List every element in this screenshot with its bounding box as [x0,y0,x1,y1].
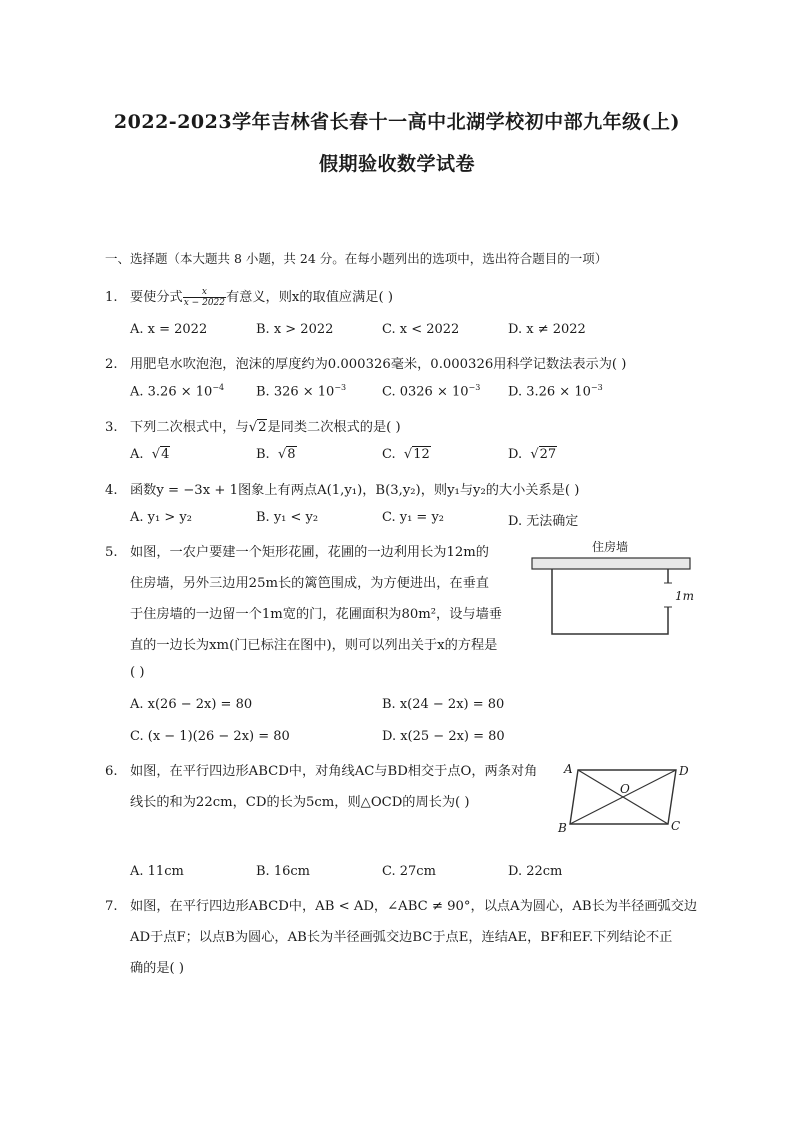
sqrt-expression: √2 [248,420,267,435]
radicand: 8 [287,447,296,462]
section-heading: 一、选择题（本大题共 8 小题，共 24 分。在每小题列出的选项中，选出符合题目的一项） [105,251,608,266]
q7-line-3: 确的是( ) [130,961,185,976]
q2-option-c-base: C. 0326 × 10 [382,384,469,400]
q3-option-b [256,447,297,462]
question-3-pre: 下列二次根式中，与 [130,420,249,435]
fraction-numerator: x [183,287,226,298]
vertex-a-label: A [564,762,573,776]
q5-option-c: C. (x − 1)(26 − 2x) = 80 [130,729,290,744]
fraction-denominator: x − 2022 [183,298,225,308]
question-4-text: 函数y = −3x + 1图象上有两点A(1,y₁)，B(3,y₂)，则y₁与y₂的大小关系是( ) [130,483,580,498]
question-3-post: 是同类二次根式的是( ) [267,420,401,435]
q2-option-c-exp: −3 [468,383,481,392]
q4-option-b: B. y₁ < y₂ [256,510,319,525]
q2-option-b-base: B. 326 × 10 [256,384,335,400]
q1-option-b: B. x > 2022 [256,322,334,337]
question-3 [105,416,401,435]
q5-option-b: B. x(24 − 2x) = 80 [382,697,505,712]
q3-option-a [130,447,170,462]
q6-line-2: 线长的和为22cm，CD的长为5cm，则△OCD的周长为( ) [130,795,470,810]
wall-bar [532,558,690,569]
question-1 [105,286,393,308]
q2-option-c [382,383,480,399]
q6-option-a: A. 11cm [130,864,184,879]
question-number: 5. [105,545,118,560]
q5-line-4: 直的一边长为xm(门已标注在图中)，则可以列出关于x的方程是 [130,638,498,653]
question-2 [105,353,626,372]
option-letter: B. [256,447,270,462]
sqrt-expression: √27 [530,447,557,462]
question-number: 3. [105,420,118,435]
question-number: 1. [105,290,118,305]
q4-option-d: D. 无法确定 [508,514,579,529]
q5-line-2: 住房墙，另外三边用25m长的篱笆围成，为方便进出，在垂直 [130,576,489,591]
q2-option-a [130,383,224,399]
exam-title-line2: 假期验收数学试卷 [318,153,475,175]
q6-parallelogram-figure [556,758,696,838]
q5-line-3: 于住房墙的一边留一个1m宽的门，花圃面积为80m²，设与墙垂 [130,607,502,622]
q1-option-a: A. x = 2022 [130,322,208,337]
fence-outline [552,569,668,634]
question-2-text: 用肥皂水吹泡泡，泡沫的厚度约为0.000326毫米，0.000326用科学记数法表示为( ) [130,357,627,372]
q5-option-a: A. x(26 − 2x) = 80 [130,697,253,712]
q6-line-1: 如图，在平行四边形ABCD中，对角线AC与BD相交于点O，两条对角 [130,764,538,779]
q7-line-1: 如图，在平行四边形ABCD中，AB < AD，∠ABC ≠ 90°，以点A为圆心，AB长为半径画弧交边 [130,899,698,914]
vertex-d-label: D [679,764,689,778]
q5-option-d: D. x(25 − 2x) = 80 [382,729,505,744]
q3-option-c [382,447,431,462]
q4-option-a: A. y₁ > y₂ [130,510,192,525]
question-number: 4. [105,483,118,498]
q3-option-d [508,447,557,462]
sqrt-expression: √8 [277,447,296,462]
radicand: 4 [161,447,170,462]
q2-option-a-base: A. 3.26 × 10 [130,384,213,400]
q6-option-d: D. 22cm [508,864,563,879]
q2-option-d-exp: −3 [590,383,603,392]
question-1-post: 有意义，则x的取值应满足( ) [226,290,393,305]
sqrt-expression: √12 [403,447,430,462]
exam-title-line1: 2022-2023学年吉林省长春十一高中北湖学校初中部九年级(上) [113,111,681,133]
question-1-pre: 要使分式 [130,290,183,305]
q5-line-5: ( ) [130,665,145,680]
q6-option-b: B. 16cm [256,864,310,879]
wall-label: 住房墙 [591,540,629,554]
door-label: 1m [675,589,695,603]
vertex-b-label: B [558,821,567,835]
q2-option-d-base: D. 3.26 × 10 [508,384,591,400]
center-o-label: O [620,782,630,796]
sqrt-expression: √4 [151,447,170,462]
question-number: 6. [105,764,118,779]
q7-line-2: AD于点F；以点B为圆心，AB长为半径画弧交边BC于点E，连结AE，BF和EF.下列结论不正 [130,930,673,945]
fraction [183,287,226,308]
question-5 [105,541,489,560]
option-letter: D. [508,447,523,462]
q2-option-b-exp: −3 [334,383,347,392]
radicand: 2 [258,420,267,435]
q4-option-c: C. y₁ = y₂ [382,510,445,525]
question-6 [105,760,537,779]
q2-option-d [508,383,603,399]
question-4 [105,479,579,498]
diagonal-bd [570,770,676,824]
q6-option-c: C. 27cm [382,864,436,879]
option-letter: A. [130,447,144,462]
q2-option-a-exp: −4 [212,383,225,392]
question-number: 2. [105,357,118,372]
question-7 [105,895,697,914]
q1-option-c: C. x < 2022 [382,322,460,337]
radicand: 12 [413,447,430,462]
question-number: 7. [105,899,118,914]
option-letter: C. [382,447,396,462]
q5-line-1: 如图，一农户要建一个矩形花圃，花圃的一边利用长为12m的 [130,545,489,560]
vertex-c-label: C [671,819,681,833]
radicand: 27 [539,447,557,462]
q1-option-d: D. x ≠ 2022 [508,322,586,337]
q2-option-b [256,383,346,399]
q5-garden-figure [528,536,698,640]
